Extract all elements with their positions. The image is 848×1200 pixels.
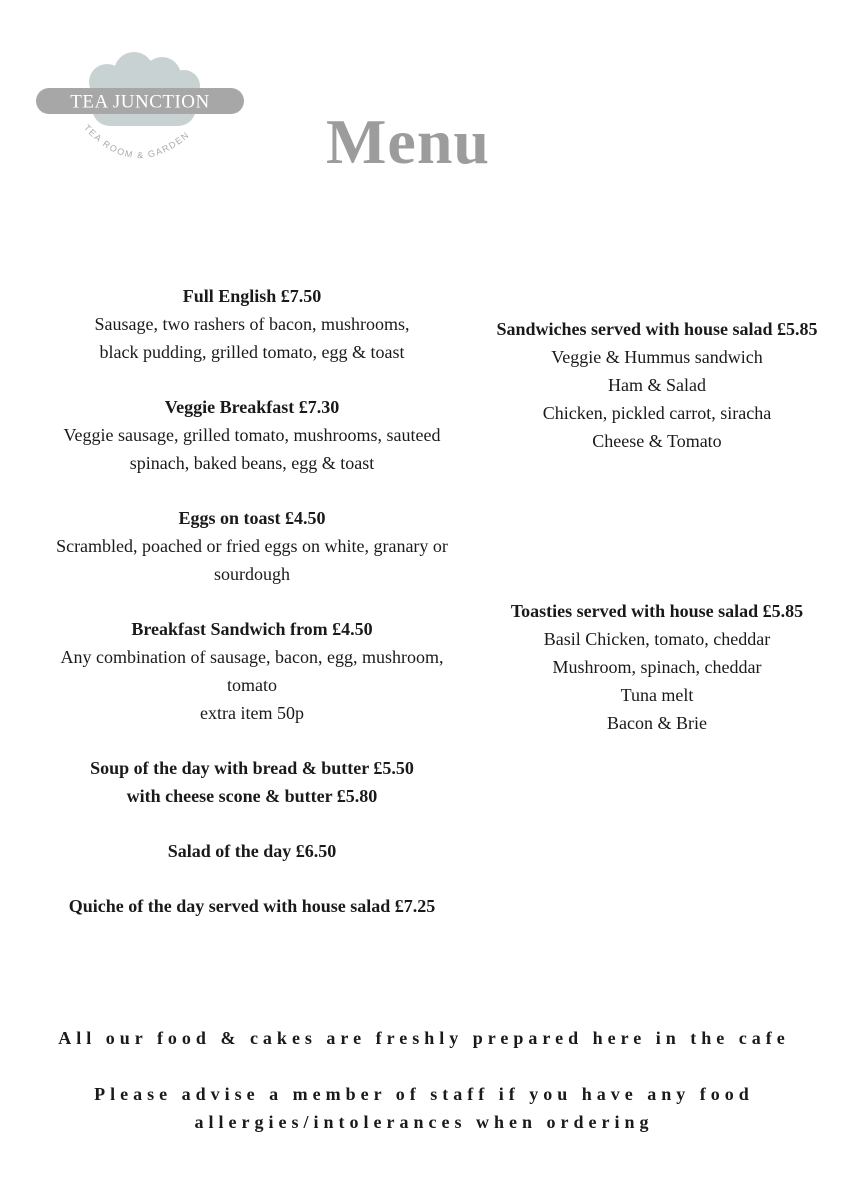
list-item: Basil Chicken, tomato, cheddar <box>543 629 771 649</box>
page-title: Menu <box>326 106 490 177</box>
list-item: Chicken, pickled carrot, siracha <box>542 403 772 423</box>
note-text: allergies/intolerances when ordering <box>194 1112 654 1132</box>
list-item: Mushroom, spinach, cheddar <box>552 657 762 677</box>
menu-item-quiche <box>22 892 482 920</box>
menu-item-breakfast-sandwich <box>22 615 482 727</box>
item-description: sourdough <box>214 564 290 584</box>
menu-left-column <box>22 282 482 947</box>
item-title: Quiche of the day served with house salad £7.25 <box>68 896 436 916</box>
menu-item-salad <box>22 837 482 865</box>
item-title: Salad of the day £6.50 <box>167 841 337 861</box>
item-title: Full English £7.50 <box>182 286 322 306</box>
logo-name: TEA JUNCTION <box>70 91 210 113</box>
tea-junction-logo <box>34 52 248 182</box>
menu-item-soup <box>22 754 482 810</box>
section-title: Toasties served with house salad £5.85 <box>510 601 804 621</box>
menu-item-veggie-breakfast <box>22 393 482 477</box>
item-description: Sausage, two rashers of bacon, mushrooms, <box>94 314 410 334</box>
item-description: extra item 50p <box>200 703 304 723</box>
item-description: tomato <box>227 675 277 695</box>
note-text: All our food & cakes are freshly prepared here in the cafe <box>58 1028 790 1048</box>
list-item: Veggie & Hummus sandwich <box>551 347 763 367</box>
item-title: Breakfast Sandwich from £4.50 <box>131 619 373 639</box>
logo-tagline: TEA ROOM & GARDEN <box>81 122 192 161</box>
item-description: Veggie sausage, grilled tomato, mushrooms, sauteed <box>63 425 441 445</box>
menu-item-full-english <box>22 282 482 366</box>
allergy-note <box>20 1080 828 1136</box>
item-title: Soup of the day with bread & butter £5.50 <box>90 758 414 778</box>
menu-item-eggs-on-toast <box>22 504 482 588</box>
list-item: Tuna melt <box>620 685 694 705</box>
fresh-food-note <box>20 1024 828 1052</box>
list-item: Cheese & Tomato <box>592 431 722 451</box>
item-title: Veggie Breakfast £7.30 <box>164 397 340 417</box>
item-title: Eggs on toast £4.50 <box>178 508 326 528</box>
section-title: Sandwiches served with house salad £5.85 <box>496 319 818 339</box>
menu-section-toasties <box>470 597 844 737</box>
list-item: Ham & Salad <box>608 375 706 395</box>
list-item: Bacon & Brie <box>607 713 707 733</box>
item-description: black pudding, grilled tomato, egg & toast <box>99 342 405 362</box>
note-text: Please advise a member of staff if you have any food <box>94 1084 754 1104</box>
item-title: with cheese scone & butter £5.80 <box>126 786 378 806</box>
item-description: Scrambled, poached or fried eggs on white, granary or <box>56 536 448 556</box>
item-description: spinach, baked beans, egg & toast <box>129 453 375 473</box>
menu-section-sandwiches <box>470 315 844 455</box>
item-description: Any combination of sausage, bacon, egg, mushroom, <box>60 647 444 667</box>
